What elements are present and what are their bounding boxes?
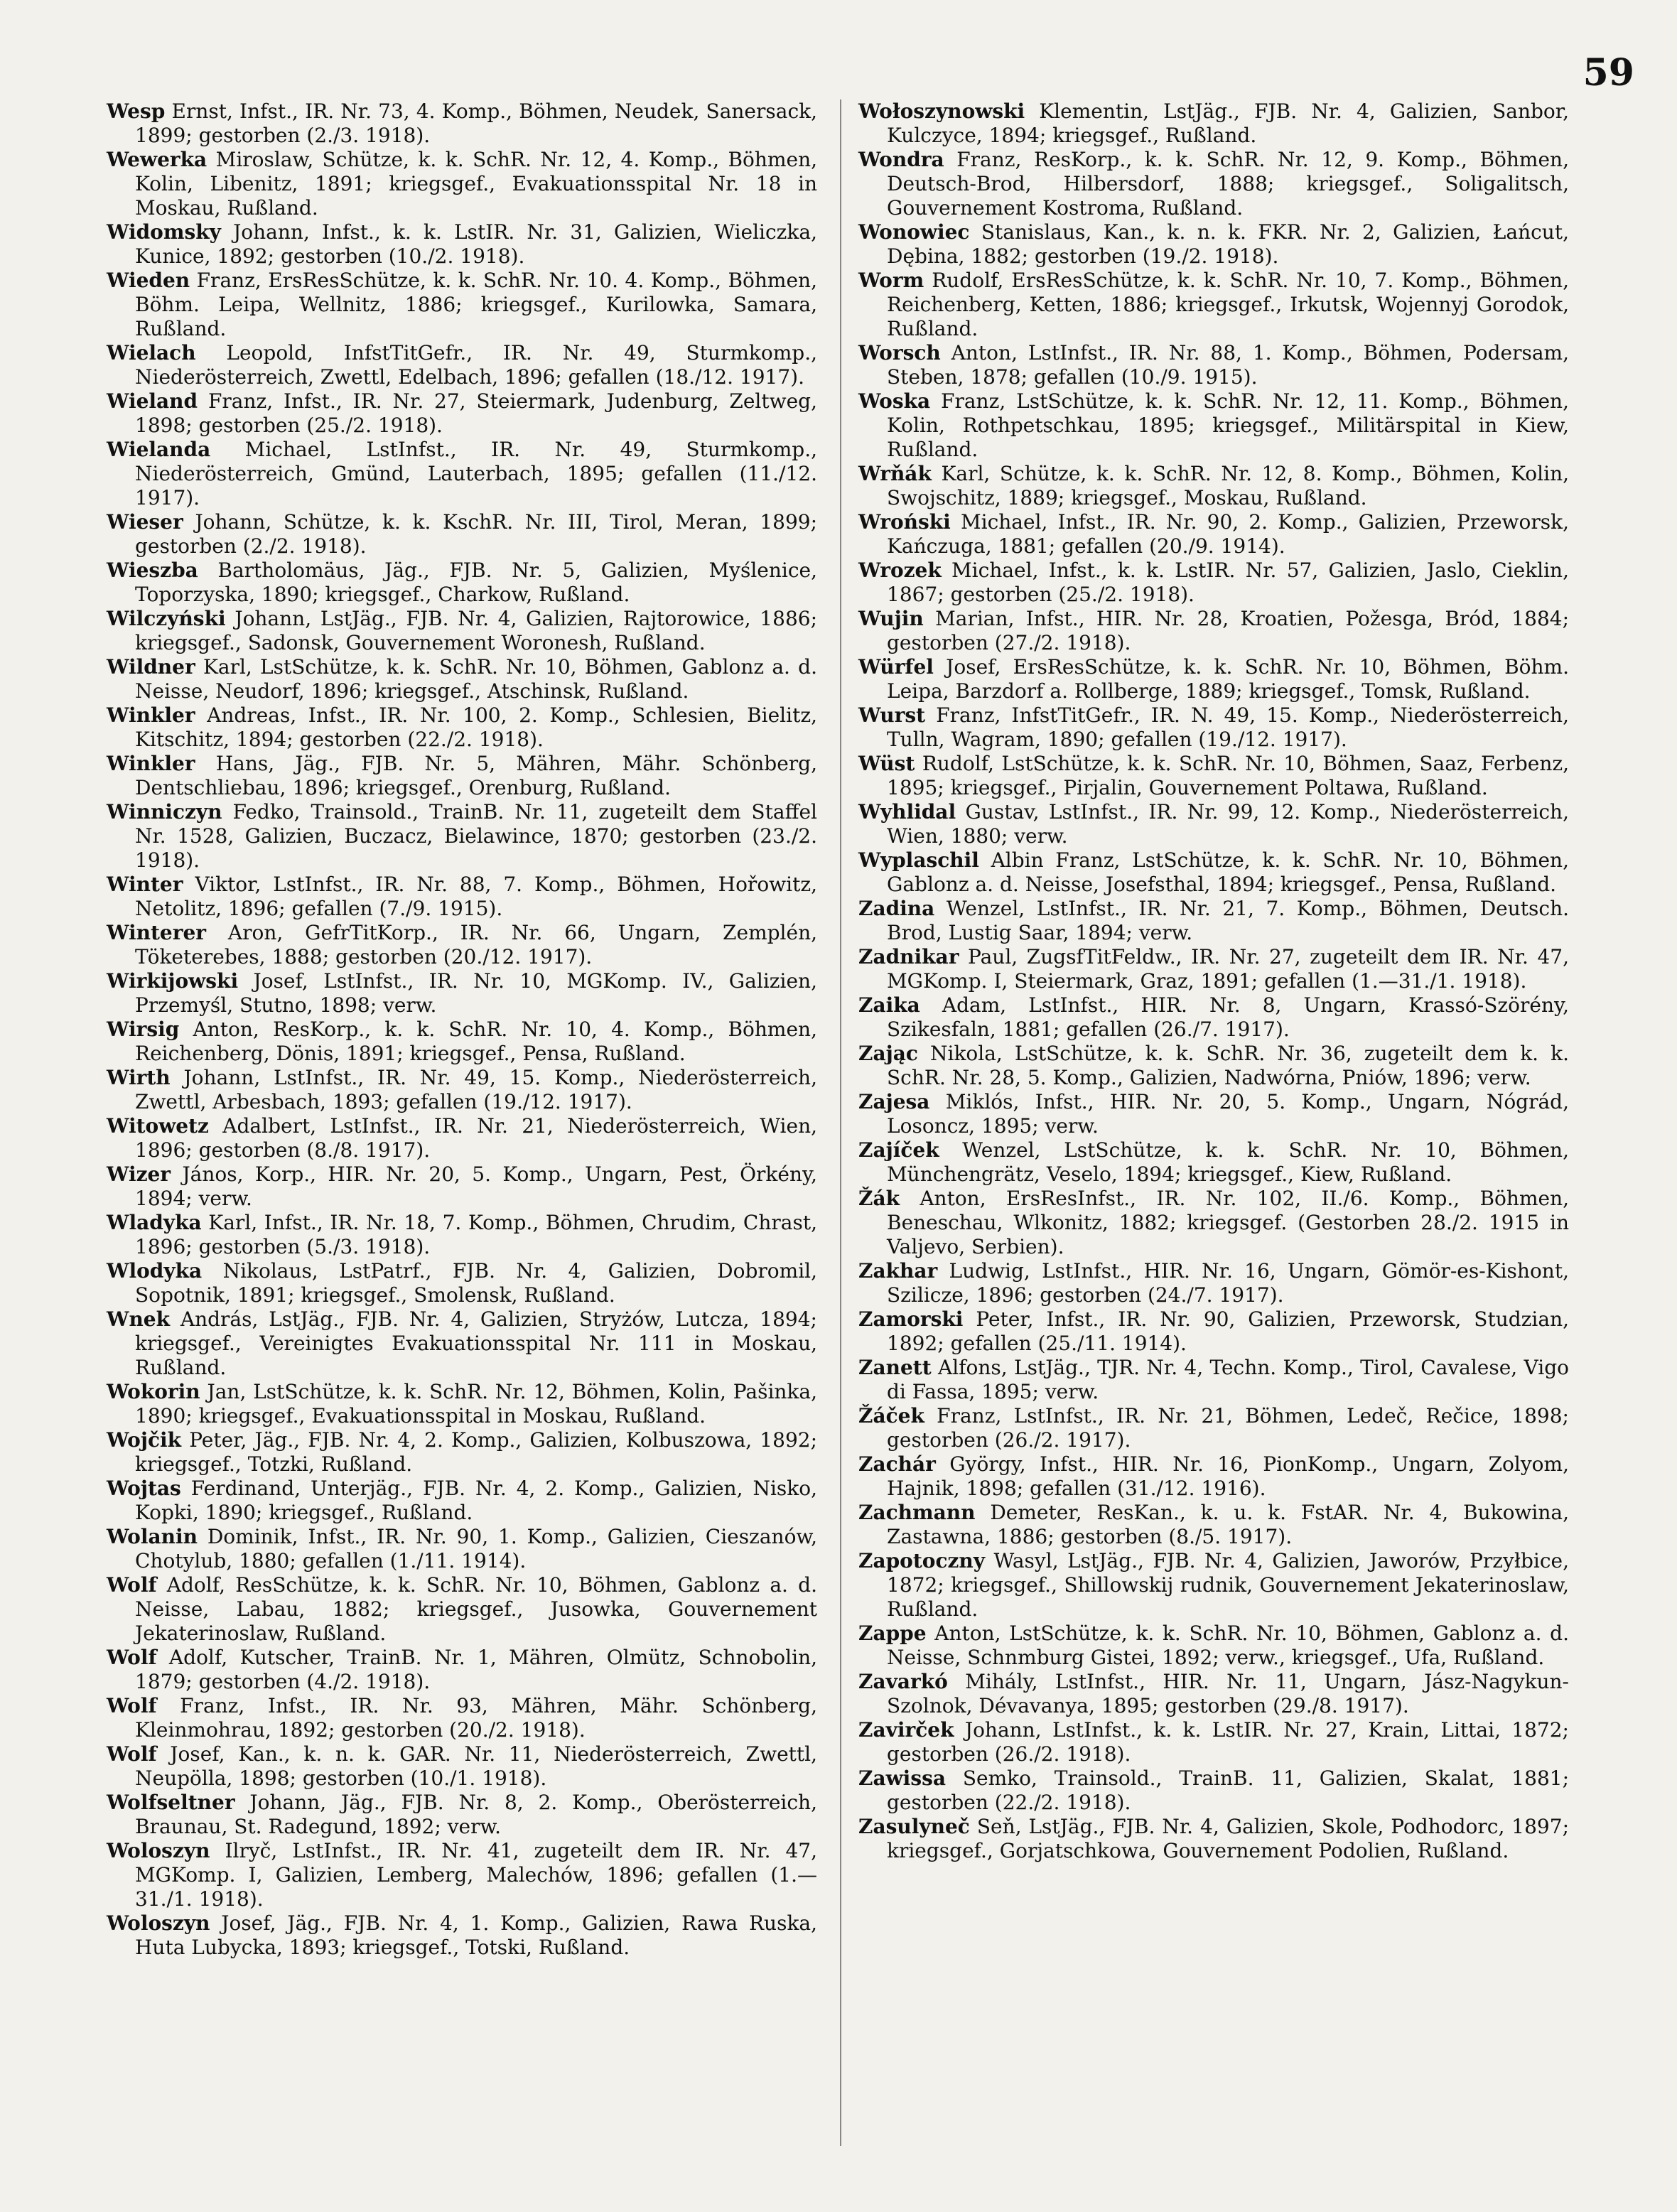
entry-surname: Zapotoczny xyxy=(858,1549,986,1572)
entry-details: Semko, Trainsold., TrainB. 11, Galizien, Skalat, 1881; gestorben (22./2. 1918). xyxy=(887,1766,1570,1814)
entry-surname: Wołoszynowski xyxy=(858,99,1025,123)
list-item xyxy=(858,1670,1569,1718)
entry-details: Karl, Infst., IR. Nr. 18, 7. Komp., Böhmen, Chrudim, Chrast, 1896; gestorben (5./3. 1918). xyxy=(135,1211,817,1258)
entry-details: Nikolaus, LstPatrf., FJB. Nr. 4, Galizien, Dobromil, Sopotnik, 1891; kriegsgef., Smolensk, Rußland. xyxy=(135,1259,818,1307)
entry-surname: Wrozek xyxy=(858,559,942,582)
entry-details: Wasyl, LstJäg., FJB. Nr. 4, Galizien, Jaworów, Przyłbice, 1872; kriegsgef., Shillowskij rudnik, Gouvernement Jekaterinoslaw, Rußland. xyxy=(887,1549,1569,1621)
list-item xyxy=(107,438,817,510)
entry-details: Johann, LstInfst., k. k. LstIR. Nr. 27, Krain, Littai, 1872; gestorben (26./2. 1918). xyxy=(887,1718,1569,1766)
list-item xyxy=(107,1911,817,1960)
list-item xyxy=(107,1839,817,1911)
list-item xyxy=(858,1622,1569,1670)
list-item xyxy=(107,99,817,148)
entry-details: Franz, Infst., IR. Nr. 27, Steiermark, Judenburg, Zeltweg, 1898; gestorben (25./2. 1918). xyxy=(135,389,818,437)
entry-surname: Wyhlidal xyxy=(858,800,956,824)
entry-details: Anton, ErsResInfst., IR. Nr. 102, II./6. Komp., Böhmen, Beneschau, Wlkonitz, 1882; kriegsgef. (Gestorben 28./2. 1915 in Valjevo, Serbien). xyxy=(887,1187,1570,1258)
entry-surname: Zawissa xyxy=(858,1766,946,1790)
entry-surname: Žáček xyxy=(858,1404,924,1428)
entry-details: Franz, ResKorp., k. k. SchR. Nr. 12, 9. Komp., Böhmen, Deutsch-Brod, Hilbersdorf, 1888; kriegsgef., Soligalitsch, Gouvernement Kostroma, Rußland. xyxy=(887,148,1569,220)
list-item xyxy=(858,607,1569,655)
list-item xyxy=(107,1114,817,1162)
entry-details: Aron, GefrTitKorp., IR. Nr. 66, Ungarn, Zemplén, Töketerebes, 1888; gestorben (20./12. 1917). xyxy=(135,921,817,969)
list-item xyxy=(107,559,817,607)
entry-surname: Zachár xyxy=(858,1452,936,1476)
list-item xyxy=(858,800,1569,848)
entry-surname: Wolf xyxy=(107,1573,157,1597)
entry-details: Franz, LstSchütze, k. k. SchR. Nr. 12, 11. Komp., Böhmen, Kolin, Rothpetschkau, 1895; kriegsgef., Militärspital in Kiew, Rußland. xyxy=(887,389,1569,461)
entry-surname: Wonowiec xyxy=(858,220,970,244)
entry-surname: Worm xyxy=(858,269,924,292)
entry-details: Michael, LstInfst., IR. Nr. 49, Sturmkomp., Niederösterreich, Gmünd, Lauterbach, 1895; gefallen (11./12. 1917). xyxy=(135,438,817,509)
entry-surname: Wojtas xyxy=(107,1477,181,1500)
entry-details: Anton, LstSchütze, k. k. SchR. Nr. 10, Böhmen, Gablonz a. d. Neisse, Schnmburg Gistei, 1892; verw., kriegsgef., Ufa, Rußland. xyxy=(887,1622,1569,1669)
list-item xyxy=(107,969,817,1018)
list-item xyxy=(107,1066,817,1114)
entry-surname: Wieser xyxy=(107,510,183,534)
list-item xyxy=(858,1766,1569,1815)
list-item xyxy=(858,1718,1569,1766)
list-item xyxy=(107,341,817,389)
entry-details: Peter, Jäg., FJB. Nr. 4, 2. Komp., Galizien, Kolbuszowa, 1892; kriegsgef., Totzki, Rußland. xyxy=(135,1428,817,1476)
list-item xyxy=(107,1307,817,1380)
entry-surname: Winkler xyxy=(107,703,195,727)
list-item xyxy=(107,1211,817,1259)
list-item xyxy=(858,1042,1569,1090)
list-item xyxy=(107,1791,817,1839)
entry-details: Michael, Infst., IR. Nr. 90, 2. Komp., Galizien, Przeworsk, Kańczuga, 1881; gefallen (20./9. 1914). xyxy=(887,510,1569,558)
entry-details: Adolf, ResSchütze, k. k. SchR. Nr. 10, Böhmen, Gablonz a. d. Neisse, Labau, 1882; kriegsgef., Jusowka, Gouvernement Jekaterinoslaw, Rußland. xyxy=(135,1573,818,1645)
left-column xyxy=(107,99,817,1960)
page-number: 59 xyxy=(1582,51,1634,95)
entry-details: Ernst, Infst., IR. Nr. 73, 4. Komp., Böhmen, Neudek, Sanersack, 1899; gestorben (2./3. 1918). xyxy=(135,99,817,147)
entry-surname: Wielach xyxy=(107,341,196,365)
entry-details: Peter, Infst., IR. Nr. 90, Galizien, Przeworsk, Studzian, 1892; gefallen (25./11. 1914). xyxy=(887,1307,1569,1355)
entry-surname: Wieden xyxy=(107,269,190,292)
entry-surname: Wesp xyxy=(107,99,166,123)
entry-surname: Zając xyxy=(858,1042,918,1065)
entry-details: Paul, ZugsfTitFeldw., IR. Nr. 27, zugeteilt dem IR. Nr. 47, MGKomp. I, Steiermark, Graz, 1891; gefallen (1.—31./1. 1918). xyxy=(887,945,1569,993)
list-item xyxy=(107,1162,817,1211)
entry-details: Rudolf, ErsResSchütze, k. k. SchR. Nr. 10, 7. Komp., Böhmen, Reichenberg, Ketten, 1886; kriegsgef., Irkutsk, Wojennyj Gorodok, Rußland. xyxy=(887,269,1569,340)
entry-details: Adam, LstInfst., HIR. Nr. 8, Ungarn, Krassó-Szörény, Szikesfaln, 1881; gefallen (26./7. 1917). xyxy=(887,993,1569,1041)
entry-details: Johann, LstInfst., IR. Nr. 49, 15. Komp., Niederösterreich, Zwettl, Arbesbach, 1893; gefallen (19./12. 1917). xyxy=(135,1066,817,1113)
list-item xyxy=(858,655,1569,703)
entry-surname: Woloszyn xyxy=(107,1911,210,1935)
list-item xyxy=(858,1452,1569,1501)
entry-surname: Wlodyka xyxy=(107,1259,203,1283)
entry-details: Marian, Infst., HIR. Nr. 28, Kroatien, Požesga, Bród, 1884; gestorben (27./2. 1918). xyxy=(887,607,1569,654)
entry-surname: Wieland xyxy=(107,389,198,413)
entry-details: Anton, ResKorp., k. k. SchR. Nr. 10, 4. Komp., Böhmen, Reichenberg, Dönis, 1891; kriegsgef., Pensa, Rußland. xyxy=(135,1018,817,1065)
entry-surname: Wilczyński xyxy=(107,607,226,630)
entry-surname: Zanett xyxy=(858,1356,932,1379)
entry-details: Johann, Jäg., FJB. Nr. 8, 2. Komp., Oberösterreich, Braunau, St. Radegund, 1892; verw. xyxy=(135,1791,817,1838)
entry-details: Seň, LstJäg., FJB. Nr. 4, Galizien, Skole, Podhodorc, 1897; kriegsgef., Gorjatschkowa, Gouvernement Podolien, Rußland. xyxy=(887,1815,1569,1862)
entry-details: Gustav, LstInfst., IR. Nr. 99, 12. Komp., Niederösterreich, Wien, 1880; verw. xyxy=(887,800,1569,848)
entry-surname: Wyplaschil xyxy=(858,848,979,872)
list-item xyxy=(858,1138,1569,1187)
entry-surname: Žák xyxy=(858,1187,900,1210)
entry-details: Alfons, LstJäg., TJR. Nr. 4, Techn. Komp., Tirol, Cavalese, Vigo di Fassa, 1895; verw. xyxy=(887,1356,1569,1403)
entry-surname: Zamorski xyxy=(858,1307,964,1331)
entry-surname: Wirsig xyxy=(107,1018,180,1041)
entry-surname: Zadina xyxy=(858,897,935,920)
entry-surname: Wildner xyxy=(107,655,195,679)
entry-surname: Wolanin xyxy=(107,1525,198,1548)
entry-details: Hans, Jäg., FJB. Nr. 5, Mähren, Mähr. Schönberg, Dentschliebau, 1896; kriegsgef., Orenburg, Rußland. xyxy=(135,752,817,799)
entry-details: Andreas, Infst., IR. Nr. 100, 2. Komp., Schlesien, Bielitz, Kitschitz, 1894; gestorben (22./2. 1918). xyxy=(135,703,817,751)
list-item xyxy=(858,1259,1569,1307)
entry-surname: Wolfseltner xyxy=(107,1791,235,1814)
entry-surname: Wujin xyxy=(858,607,924,630)
entry-details: Demeter, ResKan., k. u. k. FstAR. Nr. 4, Bukowina, Zastawna, 1886; gestorben (8./5. 1917). xyxy=(887,1501,1569,1548)
entry-details: Johann, Schütze, k. k. KschR. Nr. III, Tirol, Meran, 1899; gestorben (2./2. 1918). xyxy=(135,510,818,558)
list-item xyxy=(858,510,1569,559)
entry-surname: Zasulyneč xyxy=(858,1815,970,1838)
entry-details: Michael, Infst., k. k. LstIR. Nr. 57, Galizien, Jaslo, Cieklin, 1867; gestorben (25./2. 1918). xyxy=(887,559,1569,606)
entry-details: Viktor, LstInfst., IR. Nr. 88, 7. Komp., Böhmen, Hořowitz, Netolitz, 1896; gefallen (7./9. 1915). xyxy=(135,873,817,920)
list-item xyxy=(858,389,1569,462)
list-item xyxy=(107,800,817,873)
list-item xyxy=(858,993,1569,1042)
list-item xyxy=(858,1404,1569,1452)
entry-surname: Wurst xyxy=(858,703,926,727)
entry-details: Anton, LstInfst., IR. Nr. 88, 1. Komp., Böhmen, Podersam, Steben, 1878; gefallen (10./9. 1915). xyxy=(887,341,1569,389)
entry-details: Adalbert, LstInfst., IR. Nr. 21, Niederösterreich, Wien, 1896; gestorben (8./8. 1917). xyxy=(135,1114,817,1162)
list-item xyxy=(107,1742,817,1791)
entry-details: Mihály, LstInfst., HIR. Nr. 11, Ungarn, Jász-Nagykun-Szolnok, Dévavanya, 1895; gestorben (29./8. 1917). xyxy=(887,1670,1570,1717)
entry-surname: Wnek xyxy=(107,1307,171,1331)
entry-details: Miroslaw, Schütze, k. k. SchR. Nr. 12, 4. Komp., Böhmen, Kolin, Libenitz, 1891; kriegsgef., Evakuationsspital Nr. 18 in Moskau, Rußland. xyxy=(135,148,818,220)
entry-details: Karl, Schütze, k. k. SchR. Nr. 12, 8. Komp., Böhmen, Kolin, Swojschitz, 1889; kriegsgef., Moskau, Rußland. xyxy=(887,462,1569,509)
entry-surname: Wokorin xyxy=(107,1380,200,1403)
list-item xyxy=(107,1573,817,1646)
list-item xyxy=(107,1259,817,1307)
list-item xyxy=(107,1477,817,1525)
list-item xyxy=(858,1356,1569,1404)
list-item xyxy=(107,703,817,752)
entry-details: Rudolf, LstSchütze, k. k. SchR. Nr. 10, Böhmen, Saaz, Ferbenz, 1895; kriegsgef., Pirjalin, Gouvernement Poltawa, Rußland. xyxy=(887,752,1570,799)
entry-surname: Wroński xyxy=(858,510,951,534)
entry-surname: Wirth xyxy=(107,1066,171,1089)
entry-details: András, LstJäg., FJB. Nr. 4, Galizien, Stryżów, Lutcza, 1894; kriegsgef., Vereinigtes Evakuationsspital Nr. 111 in Moskau, Rußland. xyxy=(135,1307,817,1379)
entry-surname: Zaika xyxy=(858,993,920,1017)
entry-surname: Wondra xyxy=(858,148,944,171)
entry-details: Klementin, LstJäg., FJB. Nr. 4, Galizien, Sanbor, Kulczyce, 1894; kriegsgef., Rußland. xyxy=(887,99,1569,147)
list-item xyxy=(858,1815,1569,1863)
entry-details: Adolf, Kutscher, TrainB. Nr. 1, Mähren, Olmütz, Schnobolin, 1879; gestorben (4./2. 1918). xyxy=(135,1646,817,1693)
entry-surname: Zajesa xyxy=(858,1090,930,1113)
entry-surname: Winniczyn xyxy=(107,800,222,824)
entry-details: Karl, LstSchütze, k. k. SchR. Nr. 10, Böhmen, Gablonz a. d. Neisse, Neudorf, 1896; kriegsgef., Atschinsk, Rußland. xyxy=(135,655,817,703)
entry-details: Franz, InfstTitGefr., IR. N. 49, 15. Komp., Niederösterreich, Tulln, Wagram, 1890; gefallen (19./12. 1917). xyxy=(887,703,1569,751)
entry-surname: Woska xyxy=(858,389,931,413)
entry-surname: Wrňák xyxy=(858,462,932,485)
list-item xyxy=(858,1549,1569,1622)
list-item xyxy=(858,269,1569,341)
entry-details: Ilryč, LstInfst., IR. Nr. 41, zugeteilt dem IR. Nr. 47, MGKomp. I, Galizien, Lemberg, Malechów, 1896; gefallen (1.—31./1. 1918). xyxy=(135,1839,817,1911)
entry-surname: Zavirček xyxy=(858,1718,954,1742)
entry-details: Bartholomäus, Jäg., FJB. Nr. 5, Galizien, Myślenice, Toporzyska, 1890; kriegsgef., Charkow, Rußland. xyxy=(135,559,817,606)
list-item xyxy=(858,341,1569,389)
entry-surname: Widomsky xyxy=(107,220,221,244)
entry-surname: Zadnikar xyxy=(858,945,959,969)
list-item xyxy=(858,99,1569,148)
entry-details: Nikola, LstSchütze, k. k. SchR. Nr. 36, zugeteilt dem k. k. SchR. Nr. 28, 5. Komp., Galizien, Nadwórna, Pniów, 1896; verw. xyxy=(887,1042,1569,1089)
list-item xyxy=(107,921,817,969)
entry-details: Fedko, Trainsold., TrainB. Nr. 11, zugeteilt dem Staffel Nr. 1528, Galizien, Buczacz, Bielawince, 1870; gestorben (23./2. 1918). xyxy=(135,800,817,872)
entry-surname: Wladyka xyxy=(107,1211,202,1234)
entry-details: Franz, LstInfst., IR. Nr. 21, Böhmen, Ledeč, Rečice, 1898; gestorben (26./2. 1917). xyxy=(887,1404,1569,1452)
entry-surname: Wolf xyxy=(107,1694,157,1717)
list-item xyxy=(858,897,1569,945)
entry-details: János, Korp., HIR. Nr. 20, 5. Komp., Ungarn, Pest, Örkény, 1894; verw. xyxy=(135,1162,817,1210)
list-item xyxy=(107,1525,817,1573)
list-item xyxy=(107,510,817,559)
entry-surname: Winter xyxy=(107,873,183,896)
entry-surname: Zappe xyxy=(858,1622,927,1645)
entry-surname: Zakhar xyxy=(858,1259,938,1283)
entry-surname: Wolf xyxy=(107,1742,157,1766)
entry-details: Wenzel, LstInfst., IR. Nr. 21, 7. Komp., Böhmen, Deutsch. Brod, Lustig Saar, 1894; verw. xyxy=(887,897,1570,944)
list-item xyxy=(107,1380,817,1428)
list-item xyxy=(858,945,1569,993)
list-item xyxy=(858,703,1569,752)
entry-surname: Wielanda xyxy=(107,438,211,461)
list-item xyxy=(858,1307,1569,1356)
list-item xyxy=(107,1646,817,1694)
list-item xyxy=(107,1018,817,1066)
entry-surname: Würfel xyxy=(858,655,934,679)
entry-details: Johann, LstJäg., FJB. Nr. 4, Galizien, Rajtorowice, 1886; kriegsgef., Sadonsk, Gouvernement Woronesh, Rußland. xyxy=(135,607,817,654)
entry-details: Josef, Kan., k. n. k. GAR. Nr. 11, Niederösterreich, Zwettl, Neupölla, 1898; gestorben (10./1. 1918). xyxy=(135,1742,818,1790)
list-item xyxy=(858,1501,1569,1549)
entry-details: Miklós, Infst., HIR. Nr. 20, 5. Komp., Ungarn, Nógrád, Losoncz, 1895; verw. xyxy=(887,1090,1570,1138)
entry-details: Ferdinand, Unterjäg., FJB. Nr. 4, 2. Komp., Galizien, Nisko, Kopki, 1890; kriegsgef., Rußland. xyxy=(135,1477,817,1524)
list-item xyxy=(107,752,817,800)
list-item xyxy=(858,1090,1569,1138)
list-item xyxy=(107,607,817,655)
entry-surname: Wizer xyxy=(107,1162,171,1186)
entry-details: György, Infst., HIR. Nr. 16, PionKomp., Ungarn, Zolyom, Hajnik, 1898; gefallen (31./12. 1916). xyxy=(887,1452,1569,1500)
entry-surname: Zajíček xyxy=(858,1138,939,1162)
entry-surname: Wirkijowski xyxy=(107,969,239,993)
entry-surname: Winterer xyxy=(107,921,207,944)
right-column xyxy=(858,99,1569,1863)
list-item xyxy=(858,752,1569,800)
list-item xyxy=(107,655,817,703)
entry-details: Albin Franz, LstSchütze, k. k. SchR. Nr. 10, Böhmen, Gablonz a. d. Neisse, Josefsthal, 1894; kriegsgef., Pensa, Rußland. xyxy=(887,848,1569,896)
list-item xyxy=(858,462,1569,510)
entry-surname: Wolf xyxy=(107,1646,157,1669)
entry-details: Franz, ErsResSchütze, k. k. SchR. Nr. 10. 4. Komp., Böhmen, Böhm. Leipa, Wellnitz, 1886; kriegsgef., Kurilowka, Samara, Rußland. xyxy=(135,269,817,340)
entry-details: Josef, ErsResSchütze, k. k. SchR. Nr. 10, Böhmen, Böhm. Leipa, Barzdorf a. Rollberge, 1889; kriegsgef., Tomsk, Rußland. xyxy=(887,655,1569,703)
entry-surname: Woloszyn xyxy=(107,1839,210,1862)
entry-details: Johann, Infst., k. k. LstIR. Nr. 31, Galizien, Wieliczka, Kunice, 1892; gestorben (10./2. 1918). xyxy=(135,220,817,268)
list-item xyxy=(858,848,1569,897)
list-item xyxy=(107,1428,817,1477)
entry-surname: Zavarkó xyxy=(858,1670,948,1693)
entry-details: Jan, LstSchütze, k. k. SchR. Nr. 12, Böhmen, Kolin, Pašinka, 1890; kriegsgef., Evakuationsspital in Moskau, Rußland. xyxy=(135,1380,817,1428)
entry-surname: Winkler xyxy=(107,752,195,775)
entry-surname: Wojčik xyxy=(107,1428,182,1452)
entry-details: Ludwig, LstInfst., HIR. Nr. 16, Ungarn, Gömör-es-Kishont, Szilicze, 1896; gestorben (24./7. 1917). xyxy=(887,1259,1569,1307)
entry-details: Stanislaus, Kan., k. n. k. FKR. Nr. 2, Galizien, Łańcut, Dębina, 1882; gestorben (19./2. 1918). xyxy=(887,220,1569,268)
list-item xyxy=(107,873,817,921)
entry-details: Josef, Jäg., FJB. Nr. 4, 1. Komp., Galizien, Rawa Ruska, Huta Lubycka, 1893; kriegsgef., Totski, Rußland. xyxy=(135,1911,817,1959)
entry-surname: Wewerka xyxy=(107,148,207,171)
entry-details: Dominik, Infst., IR. Nr. 90, 1. Komp., Galizien, Cieszanów, Chotylub, 1880; gefallen (1./11. 1914). xyxy=(135,1525,817,1572)
entry-surname: Worsch xyxy=(858,341,941,365)
entry-details: Franz, Infst., IR. Nr. 93, Mähren, Mähr. Schönberg, Kleinmohrau, 1892; gestorben (20./2. 1918). xyxy=(135,1694,817,1742)
entry-surname: Witowetz xyxy=(107,1114,209,1138)
entry-surname: Zachmann xyxy=(858,1501,976,1524)
column-divider xyxy=(840,99,841,2146)
list-item xyxy=(107,148,817,220)
list-item xyxy=(858,559,1569,607)
list-item xyxy=(107,269,817,341)
list-item xyxy=(107,389,817,438)
entry-surname: Wieszba xyxy=(107,559,198,582)
entry-details: Josef, LstInfst., IR. Nr. 10, MGKomp. IV., Galizien, Przemyśl, Stutno, 1898; verw. xyxy=(135,969,817,1017)
list-item xyxy=(858,1187,1569,1259)
entry-details: Leopold, InfstTitGefr., IR. Nr. 49, Sturmkomp., Niederösterreich, Zwettl, Edelbach, 1896; gefallen (18./12. 1917). xyxy=(135,341,817,389)
list-item xyxy=(858,148,1569,220)
list-item xyxy=(858,220,1569,269)
list-item xyxy=(107,220,817,269)
list-item xyxy=(107,1694,817,1742)
entry-surname: Wüst xyxy=(858,752,915,775)
entry-details: Wenzel, LstSchütze, k. k. SchR. Nr. 10, Böhmen, Münchengrätz, Veselo, 1894; kriegsgef., Kiew, Rußland. xyxy=(887,1138,1569,1186)
